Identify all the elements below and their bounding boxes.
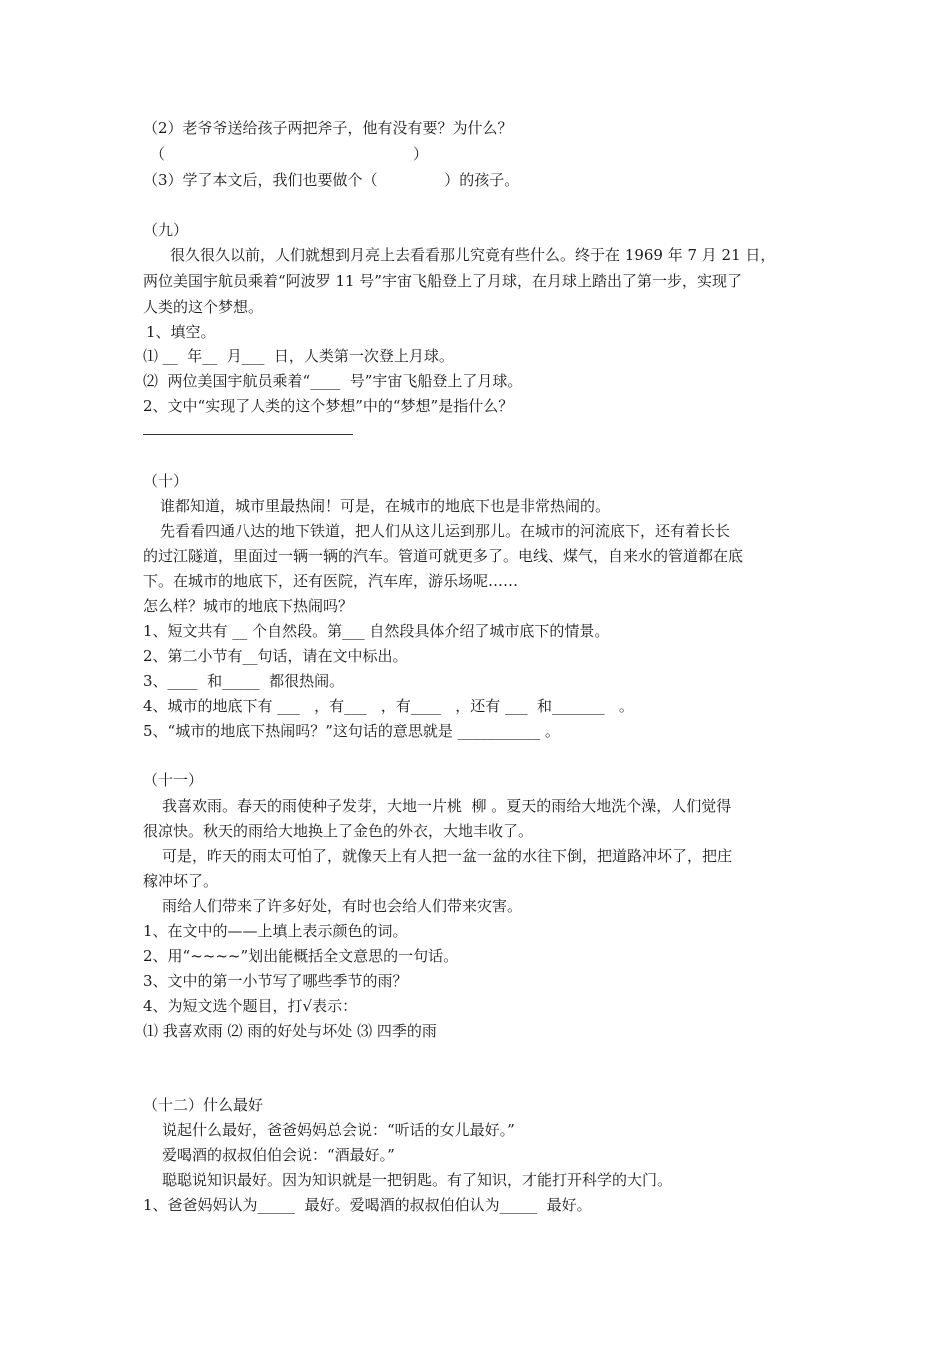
text-line: 说起什么最好，爸爸妈妈总会说：“听话的女儿最好。” bbox=[162, 1121, 515, 1139]
text-line: 2、用“~~~~”划出能概括全文意思的一句话。 bbox=[143, 947, 459, 965]
text-line: （九） bbox=[143, 221, 189, 239]
text-line: 我喜欢雨。春天的雨使种子发芽，大地一片桃 柳 。夏天的雨给大地洗个澡，人们觉得 bbox=[162, 797, 732, 815]
text-line: ⑵ 两位美国宇航员乘着“____ 号”宇宙飞船登上了月球。 bbox=[143, 372, 523, 390]
text-line: 3、文中的第一小节写了哪些季节的雨？ bbox=[143, 972, 408, 990]
text-line: 的过江隧道，里面过一辆一辆的汽车。管道可就更多了。电线、煤气，自来水的管道都在底 bbox=[143, 547, 744, 565]
text-line: 4、城市的地底下有 ___ ，有___ ，有____ ，还有 ___ 和_______ 。 bbox=[143, 697, 634, 715]
text-line: 1、在文中的——上填上表示颜色的词。 bbox=[143, 922, 408, 940]
text-line: 1、爸爸妈妈认为_____ 最好。爱喝酒的叔叔伯伯认为_____ 最好。 bbox=[143, 1196, 592, 1214]
text-line: 先看看四通八达的地下铁道，把人们从这儿运到那儿。在城市的河流底下，还有着长长 bbox=[160, 522, 731, 540]
text-line: （十二）什么最好 bbox=[143, 1096, 264, 1114]
text-line: （ ） bbox=[150, 145, 428, 163]
text-line: 很凉快。秋天的雨给大地换上了金色的外衣，大地丰收了。 bbox=[143, 822, 534, 840]
text-line: 爱喝酒的叔叔伯伯会说：“酒最好。” bbox=[162, 1146, 395, 1164]
text-line: ⑴ __ 年__ 月___ 日，人类第一次登上月球。 bbox=[143, 347, 454, 365]
text-line: 4、为短文选个题目，打√表示： bbox=[143, 997, 358, 1015]
text-line: （3）学了本文后，我们也要做个（ ）的孩子。 bbox=[143, 171, 520, 189]
answer-line bbox=[143, 434, 353, 435]
text-line: 谁都知道，城市里最热闹！可是，在城市的地底下也是非常热闹的。 bbox=[160, 497, 611, 515]
text-line: 很久很久以前，人们就想到月亮上去看看那儿究竟有些什么。终于在 1969 年 7 月 21 日， bbox=[170, 246, 776, 264]
text-line: 1、短文共有 __ 个自然段。第___ 自然段具体介绍了城市底下的情景。 bbox=[143, 622, 610, 640]
text-line: ⑴ 我喜欢雨 ⑵ 雨的好处与坏处 ⑶ 四季的雨 bbox=[143, 1022, 437, 1040]
text-line: 2、第二小节有__句话，请在文中标出。 bbox=[143, 647, 408, 665]
text-line: 可是，昨天的雨太可怕了，就像天上有人把一盆一盆的水往下倒，把道路冲坏了，把庄 bbox=[162, 847, 733, 865]
text-line: 下。在城市的地底下，还有医院，汽车库，游乐场呢…… bbox=[143, 572, 519, 590]
text-line: 人类的这个梦想。 bbox=[143, 298, 264, 316]
text-line: 稼冲坏了。 bbox=[143, 872, 219, 890]
text-line: 两位美国宇航员乘着“阿波罗 11 号”宇宙飞船登上了月球，在月球上踏出了第一步，实现了 bbox=[143, 272, 742, 290]
text-line: 2、文中“实现了人类的这个梦想”中的“梦想”是指什么？ bbox=[143, 397, 514, 415]
text-line: 5、“城市的地底下热闹吗？”这句话的意思就是 ___________ 。 bbox=[143, 722, 560, 740]
text-line: 1、填空。 bbox=[146, 323, 216, 341]
text-line: （十一） bbox=[143, 771, 204, 789]
text-line: （2）老爷爷送给孩子两把斧子，他有没有要？为什么？ bbox=[143, 119, 513, 137]
text-line: 聪聪说知识最好。因为知识就是一把钥匙。有了知识，才能打开科学的大门。 bbox=[162, 1171, 673, 1189]
text-line: 怎么样？城市的地底下热闹吗？ bbox=[143, 597, 354, 615]
text-line: （十） bbox=[143, 472, 189, 490]
text-line: 雨给人们带来了许多好处，有时也会给人们带来灾害。 bbox=[162, 897, 523, 915]
text-line: 3、____ 和_____ 都很热闹。 bbox=[143, 672, 345, 690]
